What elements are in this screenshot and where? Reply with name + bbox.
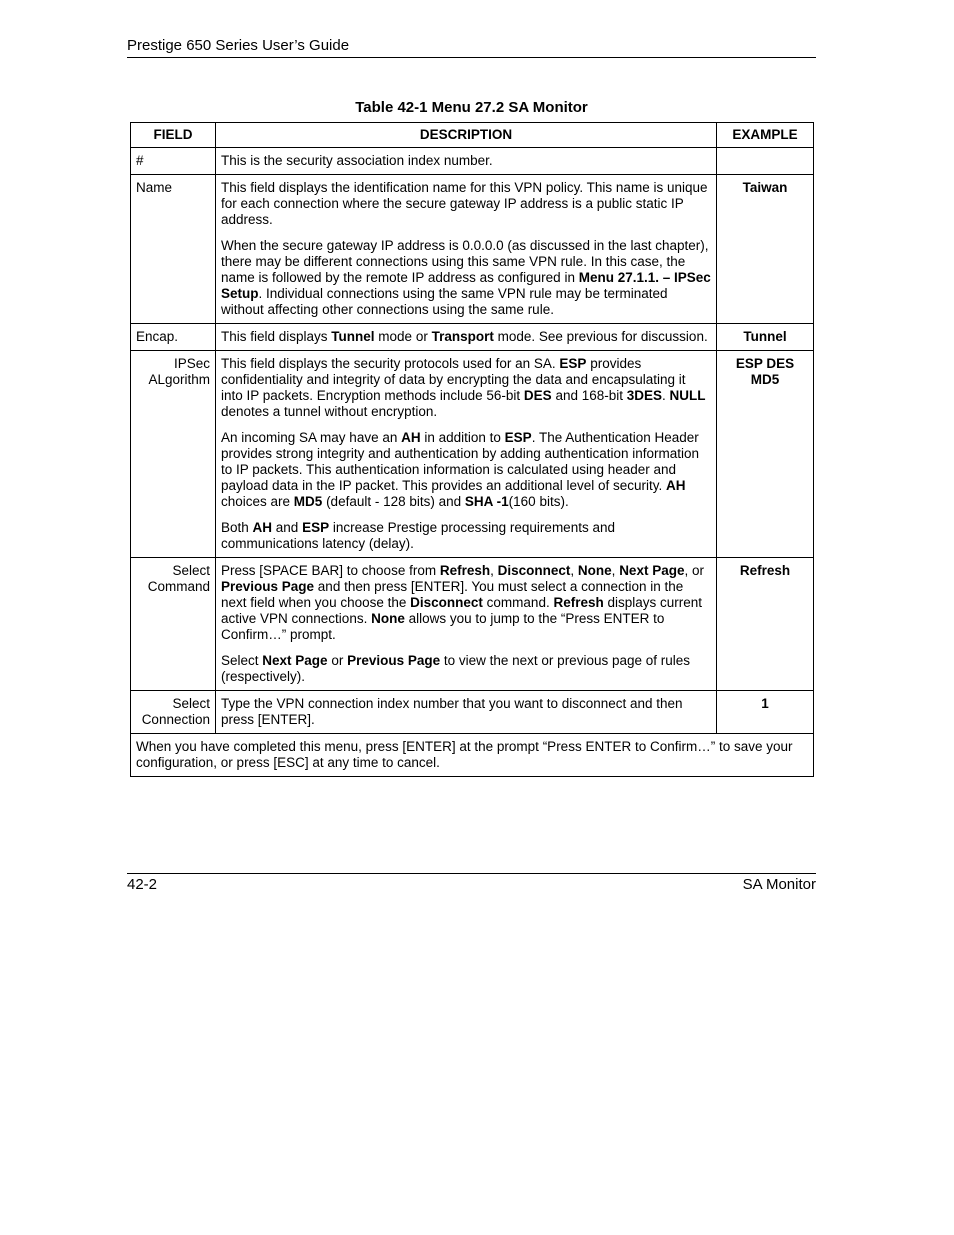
text-segment: This field displays <box>221 329 332 344</box>
bold-term: Disconnect <box>497 563 571 578</box>
text-segment: and 168-bit <box>551 388 627 403</box>
bold-term: AH <box>401 430 421 445</box>
text-segment: . <box>662 388 670 403</box>
field-cell: Encap. <box>131 324 216 351</box>
table-header-row <box>131 123 814 148</box>
example-cell: Taiwan <box>717 175 814 324</box>
text-segment: provides confidentiality and integrity of data by encrypting the data and encapsulating it into IP packets. Encryption methods include 56-bit <box>221 356 686 403</box>
bold-term: MD5 <box>293 494 323 509</box>
description-paragraph <box>221 653 711 685</box>
description-cell <box>216 324 717 351</box>
description-cell <box>216 351 717 558</box>
description-cell <box>216 148 717 175</box>
description-paragraph <box>221 563 711 643</box>
table-row <box>131 324 814 351</box>
bold-term: AH <box>252 520 273 535</box>
column-header-description: DESCRIPTION <box>216 123 717 148</box>
description-paragraph <box>221 430 711 510</box>
text-segment: An incoming SA may have an <box>221 430 402 445</box>
field-cell: IPSec ALgorithm <box>131 351 216 558</box>
sa-monitor-table <box>130 122 814 777</box>
text-segment: This field displays the identification name for this VPN policy. This name is unique for each connection where the secure gateway IP address is a public static IP address. <box>221 180 708 227</box>
text-segment: , or <box>684 563 704 578</box>
table-row <box>131 148 814 175</box>
text-segment: When the secure gateway IP address is 0.0.0.0 (as discussed in the last chapter), there may be different connections using this same VPN rule. In this case, the name is followed by the remote IP address as configured in <box>221 238 709 285</box>
description-paragraph <box>221 153 711 169</box>
description-paragraph <box>221 329 711 345</box>
text-segment: and <box>272 520 303 535</box>
bold-term: Disconnect <box>410 595 483 610</box>
text-segment: , <box>611 563 620 578</box>
bold-term: DES <box>523 388 552 403</box>
bold-term: Refresh <box>553 595 604 610</box>
text-segment: . Individual connections using the same VPN rule may be terminated without affecting other connections using the same rule. <box>221 286 668 317</box>
table-row <box>131 558 814 691</box>
field-cell: Select Command <box>131 558 216 691</box>
bold-term: AH <box>666 478 686 493</box>
table-row <box>131 175 814 324</box>
page-footer <box>127 873 816 893</box>
description-cell <box>216 175 717 324</box>
text-segment: in addition to <box>420 430 505 445</box>
description-cell <box>216 691 717 734</box>
bold-term: ESP <box>504 430 532 445</box>
field-cell: # <box>131 148 216 175</box>
text-segment: command. <box>482 595 554 610</box>
bold-term: Previous Page <box>347 653 441 668</box>
table-body <box>131 148 814 734</box>
bold-term: SHA -1 <box>464 494 509 509</box>
description-paragraph <box>221 520 711 552</box>
example-cell <box>717 148 814 175</box>
bold-term: ESP <box>559 356 587 371</box>
description-paragraph <box>221 180 711 228</box>
text-segment: denotes a tunnel without encryption. <box>221 404 438 419</box>
bold-term: None <box>371 611 405 626</box>
page-number: 42-2 <box>127 876 158 893</box>
text-segment: increase Prestige processing requirements and communications latency (delay). <box>221 520 615 551</box>
example-cell: Refresh <box>717 558 814 691</box>
bold-term: ESP <box>302 520 330 535</box>
text-segment: Both <box>221 520 253 535</box>
column-header-example: EXAMPLE <box>717 123 814 148</box>
example-cell: ESP DES MD5 <box>717 351 814 558</box>
text-segment: This field displays the security protocols used for an SA. <box>221 356 560 371</box>
bold-term: None <box>577 563 612 578</box>
bold-term: Refresh <box>439 563 491 578</box>
bold-term: NULL <box>669 388 706 403</box>
bold-term: Menu 27.1.1. – IPSec Setup <box>221 270 711 301</box>
bold-term: Tunnel <box>331 329 375 344</box>
text-segment: mode or <box>374 329 432 344</box>
chapter-name: SA Monitor <box>742 876 816 893</box>
field-cell: Select Connection <box>131 691 216 734</box>
bold-term: Transport <box>431 329 494 344</box>
bold-term: Next Page <box>262 653 328 668</box>
text-segment: . The Authentication Header provides strong integrity and authentication by adding authentication information to IP packets. This authentication information is calculated using header and payload data in the IP packet. This provides an additional level of security. <box>221 430 700 493</box>
guide-title: Prestige 650 Series User’s Guide <box>127 37 350 54</box>
text-segment: allows you to jump to the “Press ENTER to Confirm…” prompt. <box>221 611 665 642</box>
description-paragraph <box>221 238 711 318</box>
text-segment: to view the next or previous page of rules (respectively). <box>221 653 691 684</box>
text-segment: (160 bits). <box>508 494 569 509</box>
page-header <box>127 37 816 58</box>
text-segment: Type the VPN connection index number that you want to disconnect and then press [ENTER]. <box>221 696 683 727</box>
text-segment: This is the security association index number. <box>221 153 493 168</box>
text-segment: mode. See previous for discussion. <box>493 329 708 344</box>
field-cell: Name <box>131 175 216 324</box>
text-segment: , <box>490 563 498 578</box>
text-segment: displays current active VPN connections. <box>221 595 703 626</box>
description-paragraph <box>221 696 711 728</box>
bold-term: Next Page <box>619 563 685 578</box>
text-segment: Press [SPACE BAR] to choose from <box>221 563 440 578</box>
text-segment: , <box>570 563 578 578</box>
example-cell: Tunnel <box>717 324 814 351</box>
text-segment: Select <box>221 653 263 668</box>
table-row <box>131 351 814 558</box>
text-segment: choices are <box>221 494 294 509</box>
table-caption: Table 42-1 Menu 27.2 SA Monitor <box>355 99 588 116</box>
text-segment: (default - 128 bits) and <box>322 494 465 509</box>
text-segment: and then press [ENTER]. You must select a connection in the next field when you choose the <box>221 579 684 610</box>
text-segment: or <box>327 653 348 668</box>
table-note-row <box>131 734 814 777</box>
description-paragraph <box>221 356 711 420</box>
table-row <box>131 691 814 734</box>
table-note: When you have completed this menu, press [ENTER] at the prompt “Press ENTER to Confirm…” to save your configuration, or press [ESC] at any time to cancel. <box>131 734 814 777</box>
column-header-field: FIELD <box>131 123 216 148</box>
bold-term: Previous Page <box>221 579 315 594</box>
description-cell <box>216 558 717 691</box>
bold-term: 3DES <box>626 388 663 403</box>
example-cell: 1 <box>717 691 814 734</box>
